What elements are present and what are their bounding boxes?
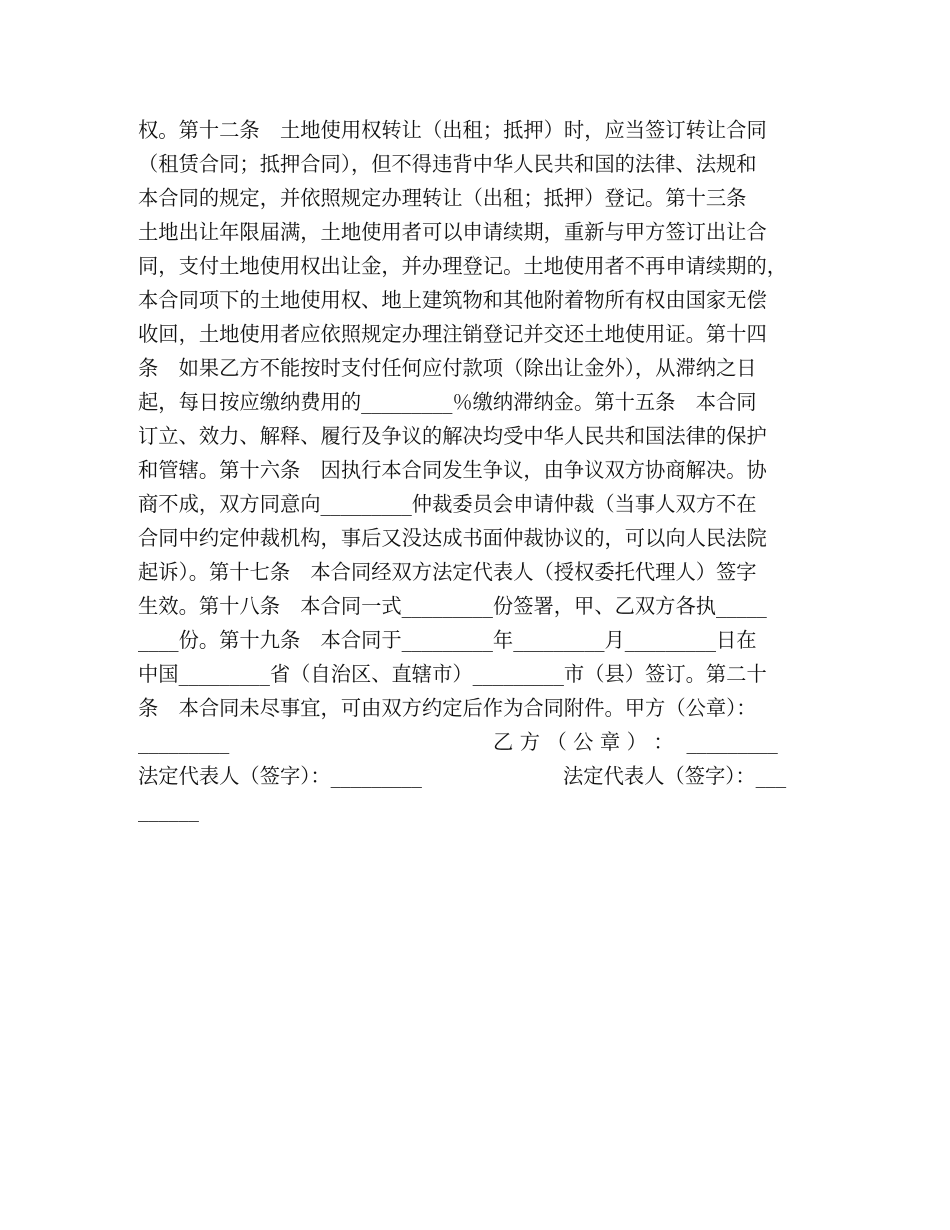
body-line: 起诉）。第十七条 本合同经双方法定代表人（授权委托代理人）签字 — [138, 560, 757, 584]
party-b-representative-blank-continued: ______ — [138, 798, 199, 822]
body-line: 权。第十二条 土地使用权转让（出租；抵押）时，应当签订转让合同 — [138, 118, 767, 142]
body-line: 商不成，双方同意向_________仲裁委员会申请仲裁（当事人双方不在 — [138, 492, 757, 516]
body-line: 收回，土地使用者应依照规定办理注销登记并交还土地使用证。第十四 — [138, 322, 767, 346]
body-line: ____份。第十九条 本合同于_________年_________月_________日在 — [138, 628, 757, 652]
body-line: 土地出让年限届满，土地使用者可以申请续期，重新与甲方签订出让合 — [138, 220, 767, 244]
body-line: 和管辖。第十六条 因执行本合同发生争议，由争议双方协商解决。协 — [138, 458, 767, 482]
body-line: 合同中约定仲裁机构，事后又没达成书面仲裁协议的，可以向人民法院 — [138, 526, 767, 550]
signature-row-representative — [138, 759, 818, 793]
body-line: 生效。第十八条 本合同一式_________份签署，甲、乙双方各执_____ — [138, 594, 767, 618]
signature-row-seal — [138, 725, 818, 759]
body-line: 条 本合同未尽事宜，可由双方约定后作为合同附件。甲方（公章）： — [138, 696, 757, 720]
body-line: 中国_________省（自治区、直辖市）_________市（县）签订。第二十 — [138, 662, 767, 686]
body-line: （租赁合同；抵押合同），但不得违背中华人民共和国的法律、法规和 — [138, 152, 757, 176]
contract-body — [138, 113, 818, 827]
party-a-representative: 法定代表人（签字）：_________ — [138, 764, 422, 788]
party-b-representative: 法定代表人（签字）：___ — [563, 764, 787, 788]
body-line: 同，支付土地使用权出让金，并办理登记。土地使用者不再申请续期的， — [138, 254, 788, 278]
party-a-seal-blank: _________ — [138, 730, 230, 754]
signature-row-continuation — [138, 793, 818, 827]
body-line: 起，每日按应缴纳费用的_________％缴纳滞纳金。第十五条 本合同 — [138, 390, 757, 414]
body-line: 本合同项下的土地使用权、地上建筑物和其他附着物所有权由国家无偿 — [138, 288, 767, 312]
body-line: 本合同的规定，并依照规定办理转让（出租；抵押）登记。第十三条 — [138, 186, 747, 210]
body-line: 订立、效力、解释、履行及争议的解决均受中华人民共和国法律的保护 — [138, 424, 767, 448]
party-b-seal-label: 乙 方 （ 公 章 ） ： _________ — [493, 730, 778, 754]
body-line: 条 如果乙方不能按时支付任何应付款项（除出让金外），从滞纳之日 — [138, 356, 757, 380]
